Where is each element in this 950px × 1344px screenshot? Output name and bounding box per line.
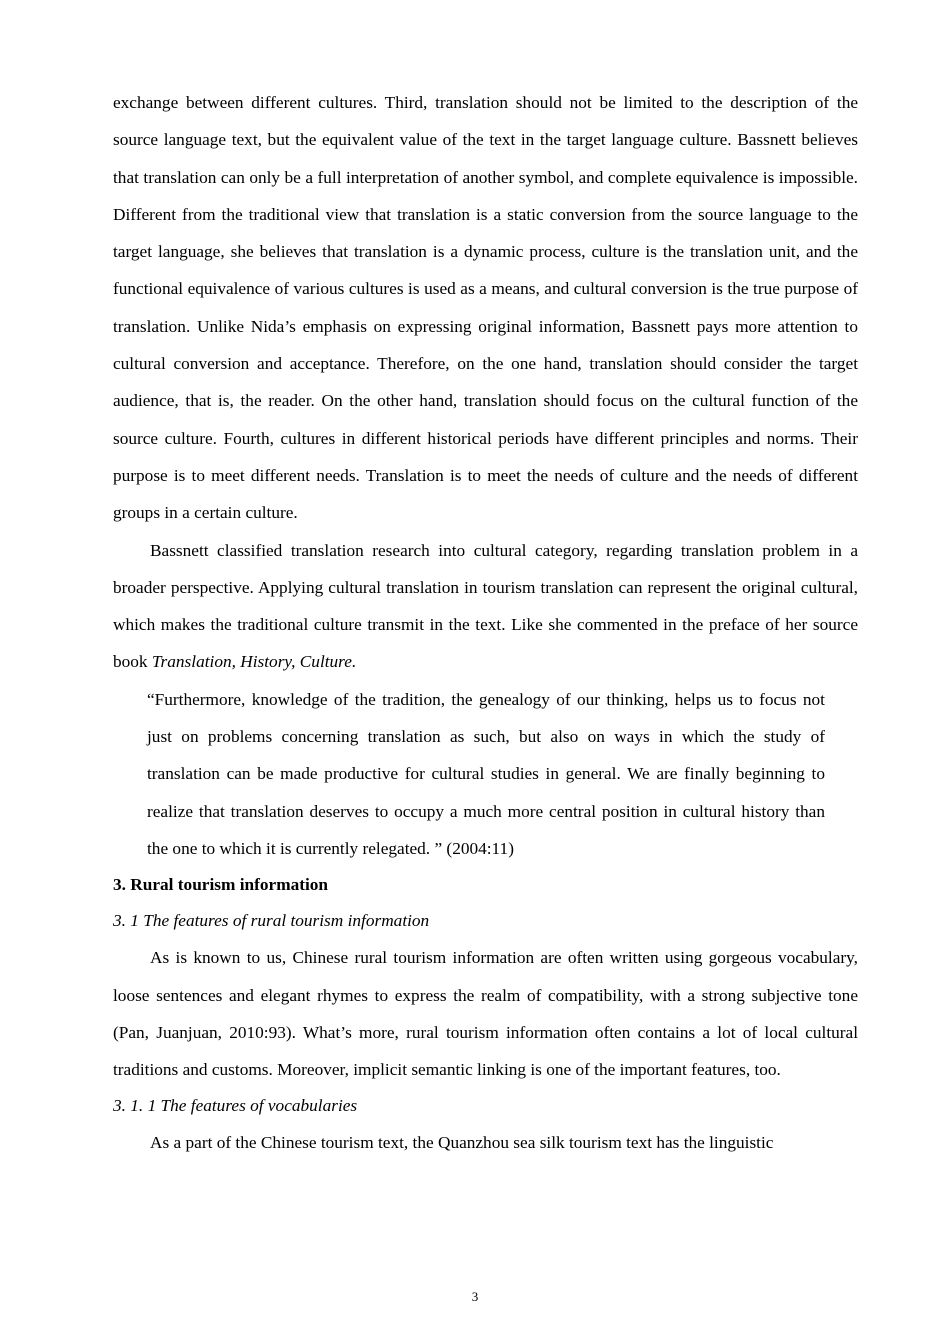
subsubsection-heading: 3. 1. 1 The features of vocabularies	[113, 1096, 358, 1116]
body-paragraph: As a part of the Chinese tourism text, the Quanzhou sea silk tourism text has the linguistic	[150, 1133, 774, 1153]
block-quote: “Furthermore, knowledge of the tradition, the genealogy of our thinking, helps us to focus not just on problems concerning translation as such, but also on ways in which the study of translation can be made productive for cultural studies in general. We are finally beginning to realize that translation deserves to occupy a much more central position in cultural history than the one to which it is currently relegated. ” (2004:11)	[147, 689, 825, 858]
paragraph-text: Bassnett classified translation research into cultural category, regarding translation problem in a broader perspective. Applying cultural translation in tourism translation can represent the original cultural, which makes the traditional culture transmit in the text. Like she commented in the preface of her source book	[113, 540, 858, 672]
subsection-heading: 3. 1 The features of rural tourism information	[113, 911, 430, 931]
page-number: 3	[471, 1289, 479, 1304]
body-paragraph: exchange between different cultures. Third, translation should not be limited to the description of the source language text, but the equivalent value of the text in the target language culture. Bassnett believes that translation can only be a full interpretation of another symbol, and complete equivalence is impossible. Different from the traditional view that translation is a static conversion from the source language to the target language, she believes that translation is a dynamic process, culture is the translation unit, and the functional equivalence of various cultures is used as a means, and cultural conversion is the true purpose of translation. Unlike Nida’s emphasis on expressing original information, Bassnett pays more attention to cultural conversion and acceptance. Therefore, on the one hand, translation should consider the target audience, that is, the reader. On the other hand, translation should focus on the cultural function of the source culture. Fourth, cultures in different historical periods have different principles and norms. Their purpose is to meet different needs. Translation is to meet the needs of culture and the needs of different groups in a certain culture.	[113, 93, 858, 523]
document-body	[113, 84, 858, 1162]
body-paragraph: As is known to us, Chinese rural tourism information are often written using gorgeous vocabulary, loose sentences and elegant rhymes to express the realm of compatibility, with a strong subjective tone (Pan, Juanjuan, 2010:93). What’s more, rural tourism information often contains a lot of local cultural traditions and customs. Moreover, implicit semantic linking is one of the important features, too.	[113, 948, 858, 1080]
body-paragraph	[113, 532, 858, 681]
book-title: Translation, History, Culture.	[151, 652, 357, 672]
section-heading: 3. Rural tourism information	[113, 875, 329, 895]
